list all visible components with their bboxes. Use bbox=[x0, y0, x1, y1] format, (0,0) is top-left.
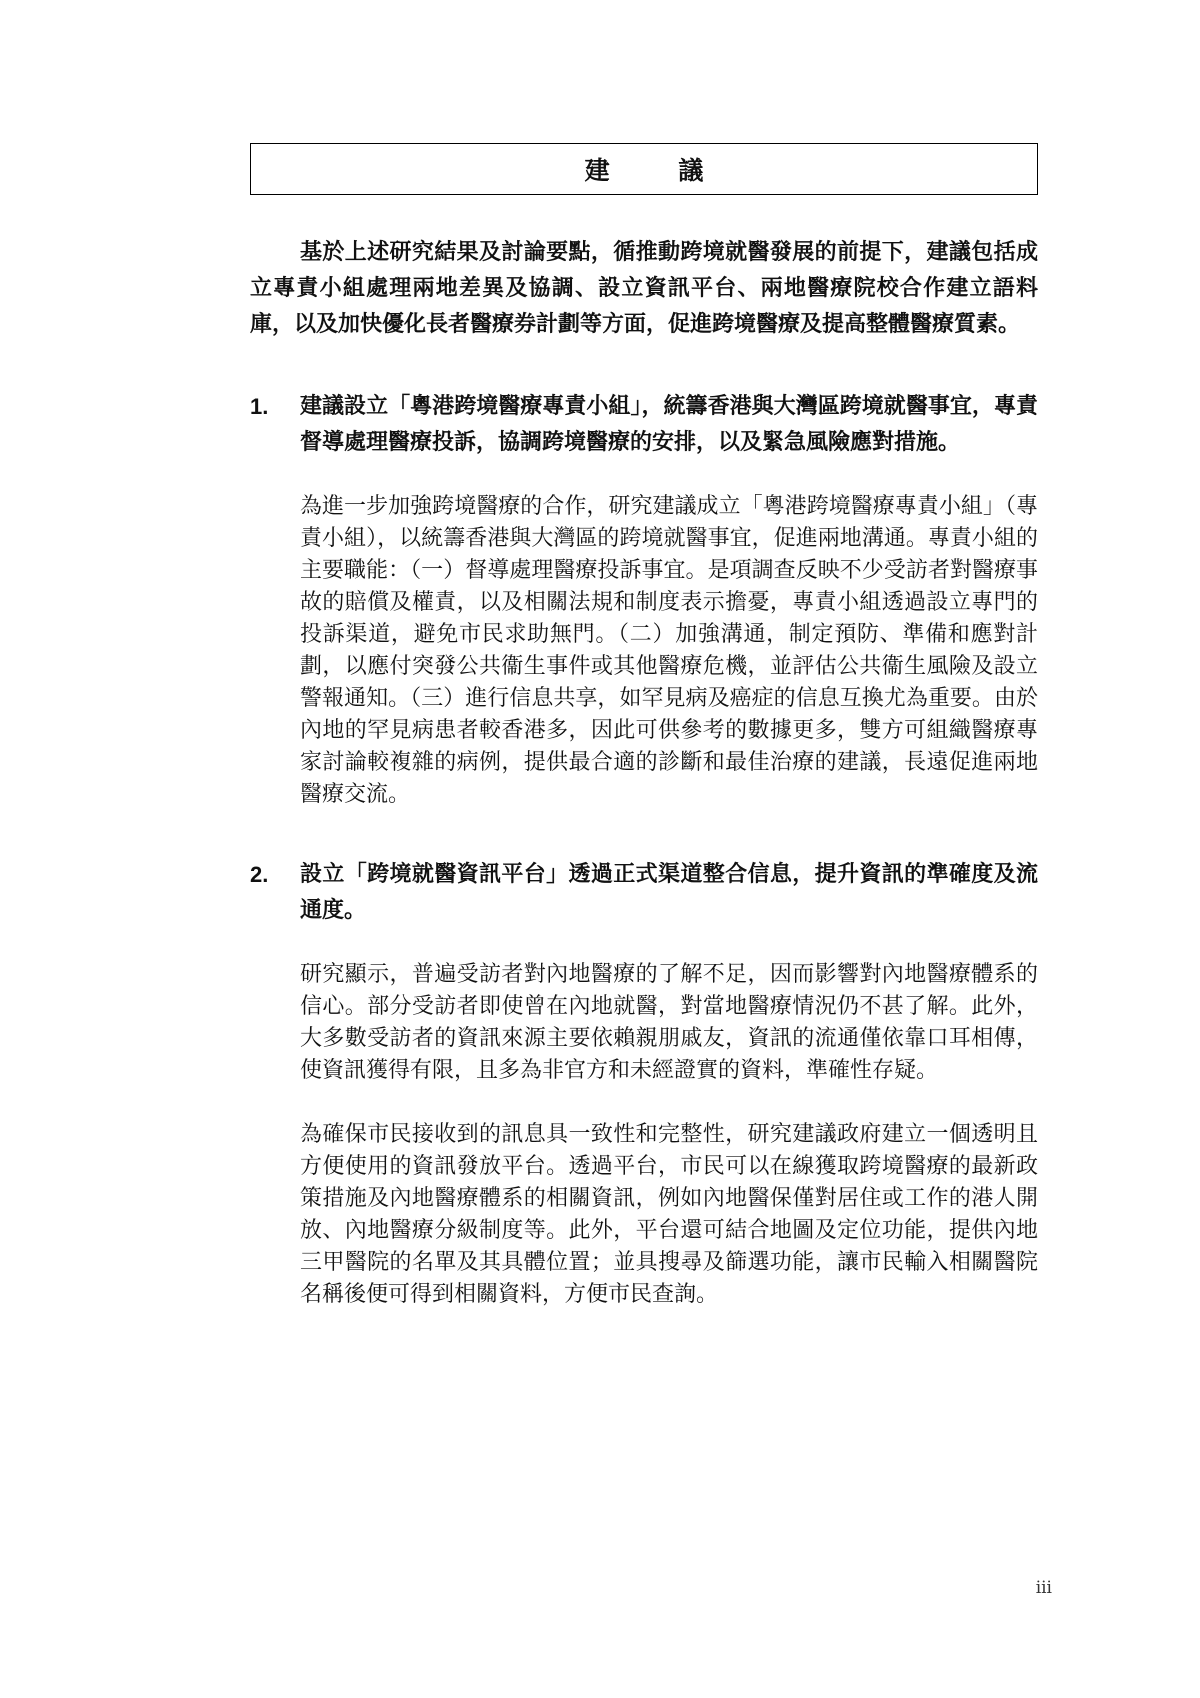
intro-paragraph: 基於上述研究結果及討論要點，循推動跨境就醫發展的前提下，建議包括成立專責小組處理兩地差異及協調、設立資訊平台、兩地醫療院校合作建立語料庫，以及加快優化長者醫療券計劃等方面，促進跨境醫療及提高整體醫療質素。 bbox=[250, 240, 1038, 337]
recommendation-paragraph: 研究顯示，普遍受訪者對內地醫療的了解不足，因而影響對內地醫療體系的信心。部分受訪者即使曾在內地就醫，對當地醫療情況仍不甚了解。此外，大多數受訪者的資訊來源主要依賴親朋戚友，資訊的流通僅依靠口耳相傳，使資訊獲得有限，且多為非官方和未經證實的資料，準確性存疑。 bbox=[300, 962, 1038, 1083]
recommendation-number: 1. bbox=[250, 394, 269, 419]
section-title: 建 議 bbox=[584, 156, 734, 185]
recommendation-title: 設立「跨境就醫資訊平台」透過正式渠道整合信息，提升資訊的準確度及流通度。 bbox=[300, 862, 1038, 923]
recommendation-paragraph: 為確保市民接收到的訊息具一致性和完整性，研究建議政府建立一個透明且方便使用的資訊發放平台。透過平台，市民可以在線獲取跨境醫療的最新政策措施及內地醫療體系的相關資訊，例如內地醫保僅對居住或工作的港人開放、內地醫療分級制度等。此外，平台還可結合地圖及定位功能，提供內地三甲醫院的名單及其具體位置；並具搜尋及篩選功能，讓市民輸入相關醫院名稱後便可得到相關資料，方便市民查詢。 bbox=[300, 1122, 1038, 1307]
document-page bbox=[250, 143, 1038, 1311]
recommendation-title: 建議設立「粵港跨境醫療專責小組」，統籌香港與大灣區跨境就醫事宜，專責督導處理醫療投訴，協調跨境醫療的安排，以及緊急風險應對措施。 bbox=[300, 394, 1038, 455]
recommendation-1 bbox=[250, 389, 1038, 811]
recommendation-paragraph: 為進一步加強跨境醫療的合作，研究建議成立「粵港跨境醫療專責小組」（專責小組），以統籌香港與大灣區的跨境就醫事宜，促進兩地溝通。專責小組的主要職能：（一）督導處理醫療投訴事宜。是項調查反映不少受訪者對醫療事故的賠償及權責，以及相關法規和制度表示擔憂，專責小組透過設立專門的投訴渠道，避免市民求助無門。（二）加強溝通，制定預防、準備和應對計劃，以應付突發公共衞生事件或其他醫療危機，並評估公共衞生風險及設立警報通知。（三）進行信息共享，如罕見病及癌症的信息互換尤為重要。由於內地的罕見病患者較香港多，因此可供參考的數據更多，雙方可組織醫療專家討論較複雜的病例，提供最合適的診斷和最佳治療的建議，長遠促進兩地醫療交流。 bbox=[300, 494, 1038, 807]
section-title-box bbox=[250, 143, 1038, 195]
recommendation-number: 2. bbox=[250, 862, 269, 887]
recommendation-2 bbox=[250, 857, 1038, 1311]
page-number: iii bbox=[1035, 1578, 1052, 1598]
